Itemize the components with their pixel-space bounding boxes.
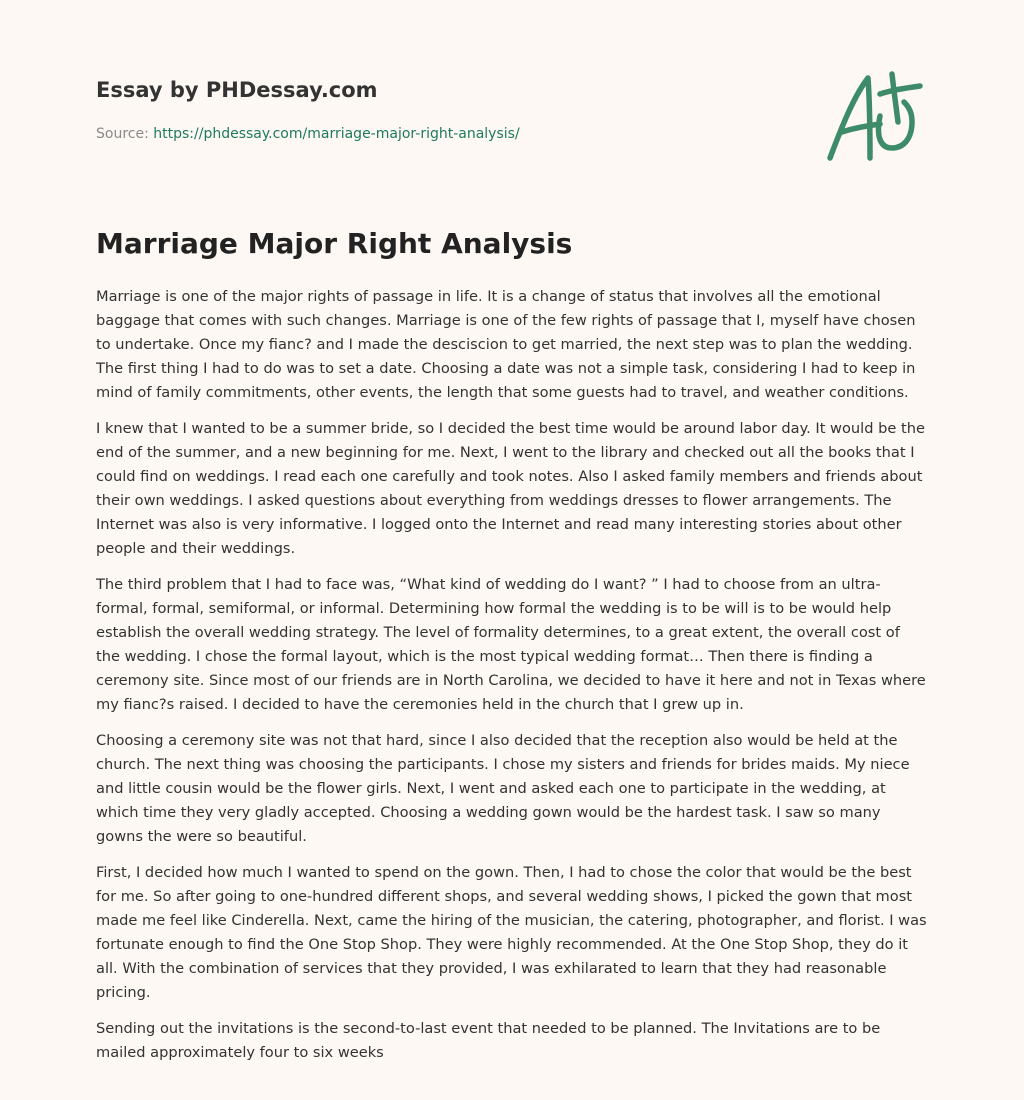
paragraph: Marriage is one of the major rights of passage in life. It is a change of status that involves all the emotional baggage that comes with such changes. Marriage is one of the few rights of passage that I, myself have chosen to undertake. Once my fianc? and I made the desciscion to get married, the next step was to plan the wedding. The first thing I had to do was to set a date. Choosing a date was not a simple task, considering I had to keep in mind of family commitments, other events, the length that some guests had to travel, and weather conditions. <box>96 288 916 401</box>
article-title: Marriage Major Right Analysis <box>96 227 573 260</box>
paragraph: Choosing a ceremony site was not that hard, since I also decided that the reception also would be held at the church. The next thing was choosing the participants. I chose my sisters and friends for brides maids. My niece and little cousin would be the flower girls. Next, I went and asked each one to participate in the wedding, at which time they very gladly accepted. Choosing a wedding gown would be the hardest task. I saw so many gowns the were so beautiful. <box>96 732 910 845</box>
header <box>96 76 796 144</box>
source-line <box>96 124 796 144</box>
source-link[interactable]: https://phdessay.com/marriage-major-right-analysis/ <box>153 126 520 142</box>
paragraph: The third problem that I had to face was, “What kind of wedding do I want? ” I had to choose from an ultra-formal, formal, semiformal, or informal. Determining how formal the wedding is to be will is to be would help establish the overall wedding strategy. The level of formality determines, to a great extent, the overall cost of the wedding. I chose the formal layout, which is the most typical wedding format… Then there is finding a ceremony site. Since most of our friends are in North Carolina, we decided to have it here and not in Texas where my fianc?s raised. I decided to have the ceremonies held in the church that I grew up in. <box>96 576 926 713</box>
source-label: Source: <box>96 126 149 142</box>
article-body <box>96 285 928 1077</box>
paragraph: First, I decided how much I wanted to spend on the gown. Then, I had to chose the color that would be the best for me. So after going to one-hundred different shops, and several wedding shows, I picked the gown that most made me feel like Cinderella. Next, came the hiring of the musician, the catering, photographer, and florist. I was fortunate enough to find the One Stop Shop. They were highly recommended. At the One Stop Shop, they do it all. With the combination of services that they provided, I was exhilarated to learn that they had reasonable pricing. <box>96 864 927 1001</box>
a-plus-logo-icon <box>820 66 930 166</box>
paragraph: Sending out the invitations is the second-to-last event that needed to be planned. The Invitations are to be mailed approximately four to six weeks <box>96 1020 881 1061</box>
brand-title: Essay by PHDessay.com <box>96 78 378 102</box>
paragraph: I knew that I wanted to be a summer bride, so I decided the best time would be around labor day. It would be the end of the summer, and a new beginning for me. Next, I went to the library and checked out all the books that I could find on weddings. I read each one carefully and took notes. Also I asked family members and friends about their own weddings. I asked questions about everything from weddings dresses to flower arrangements. The Internet was also is very informative. I logged onto the Internet and read many interesting stories about other people and their weddings. <box>96 420 925 557</box>
